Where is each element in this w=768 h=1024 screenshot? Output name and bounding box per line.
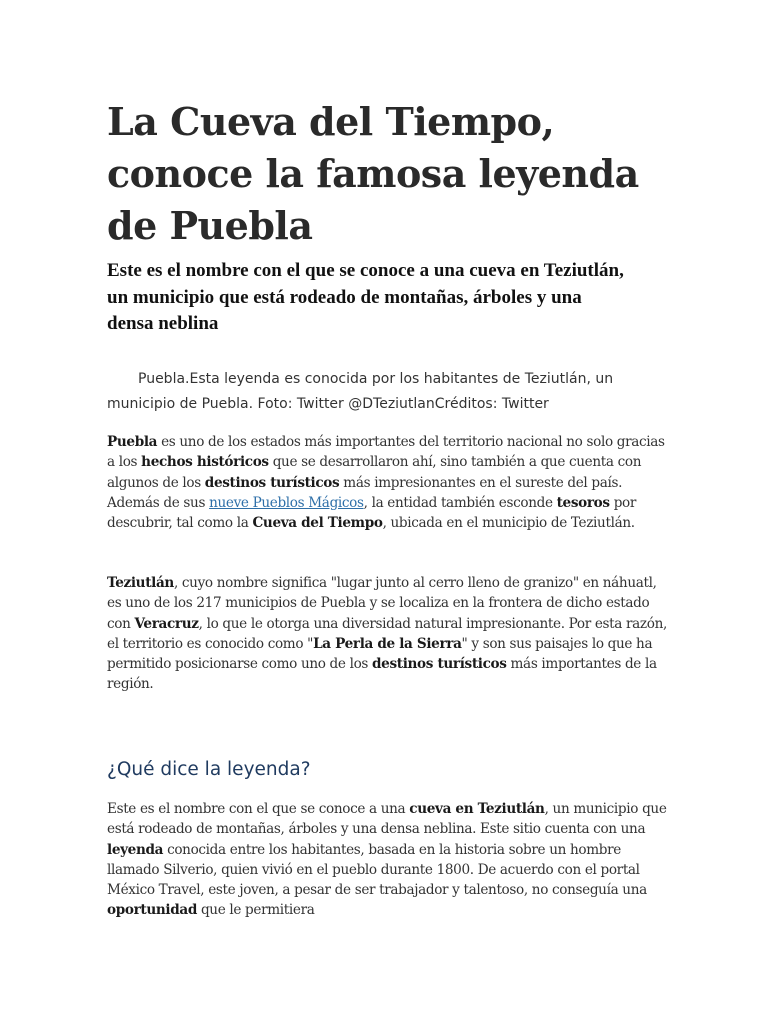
body-text: conocida entre los habitantes, basada en la historia sobre un hombre llamado Silverio, quien vivió en el pueblo durante 1800. De acuerdo con el portal México Travel, este joven, a pesar de ser trabajador y talentoso, no conseguía una [107, 841, 647, 899]
bold-text: destinos turísticos [372, 656, 507, 673]
bold-text: Veracruz [134, 615, 199, 632]
body-text: más impresionantes en el sureste del país. Además de sus [107, 474, 623, 511]
bold-text: oportunidad [107, 902, 197, 919]
bold-text: hechos históricos [141, 454, 269, 471]
bold-text: destinos turísticos [204, 474, 340, 491]
bold-text: La Perla de la Sierra [313, 635, 462, 652]
body-text: más importantes de la región. [107, 656, 657, 693]
body-text: que se desarrollaron ahí, sino también a que cuenta con algunos de los [107, 454, 642, 491]
paragraph-legend [107, 799, 667, 921]
body-text: " y son sus paisajes lo que ha permitido posicionarse como uno de los [107, 635, 653, 673]
body-text: Este es el nombre con el que se conoce a una [107, 801, 410, 817]
bold-text: cueva en Teziutlán [409, 801, 545, 817]
article-subtitle: Este es el nombre con el que se conoce a una cueva en Teziutlán, un municipio que está rodeado de montañas, árboles y una densa neblina [107, 260, 624, 334]
body-text: es uno de los estados más importantes del territorio nacional no solo gracias a los [107, 434, 665, 471]
photo-caption: Puebla.Esta leyenda es conocida por los habitantes de Teziutlán, un municipio de Puebla. Foto: Twitter @DTeziutlanCréditos: Twitter [107, 371, 614, 412]
body-text: , la entidad también esconde [363, 494, 557, 511]
pueblos-magicos-link[interactable]: nueve Pueblos Mágicos [209, 494, 364, 511]
body-text: , ubicada en el municipio de Teziutlán. [382, 515, 635, 532]
article-title: La Cueva del Tiempo, conoce la famosa leyenda de Puebla [107, 99, 639, 248]
bold-text: Puebla [107, 434, 158, 450]
body-text: , cuyo nombre significa "lugar junto al cerro lleno de granizo" en náhuatl, es uno de los 217 municipios de Puebla y se localiza en la frontera de dicho estado con [107, 575, 657, 632]
bold-text: leyenda [107, 841, 164, 858]
paragraph-teziutlan [107, 573, 667, 695]
body-text: por descubrir, tal como la [107, 494, 637, 532]
body-text: , lo que le otorga una diversidad natural impresionante. Por esta razón, el territorio es conocido como " [107, 615, 667, 652]
body-text: que le permitiera [196, 902, 315, 919]
bold-text: Teziutlán [107, 575, 174, 591]
bold-text: tesoros [556, 494, 610, 511]
body-text: , un municipio que está rodeado de montañas, árboles y una densa neblina. Este sitio cuenta con una [107, 801, 667, 838]
section-heading: ¿Qué dice la leyenda? [107, 759, 311, 780]
paragraph-intro [107, 432, 667, 533]
bold-text: Cueva del Tiempo [252, 515, 383, 532]
